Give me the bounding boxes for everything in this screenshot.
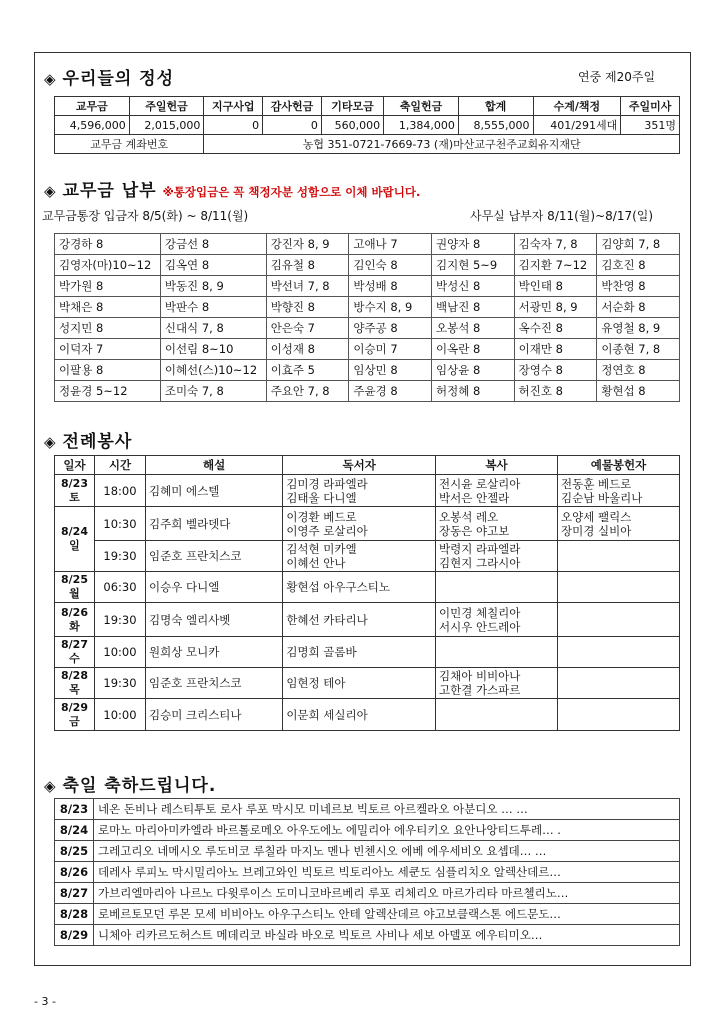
- schedule-readers-line: 이영주 로살리아: [286, 523, 368, 538]
- schedule-readers: [283, 572, 436, 603]
- schedule-commentator: 김승미 크리스티나: [146, 699, 283, 731]
- tithe-name-cell: 이선림 8~10: [160, 339, 266, 360]
- tithe-name-cell: 허정혜 8: [432, 381, 515, 402]
- offering-header-cell: 주일미사: [621, 97, 680, 116]
- tithe-name-cell: 이종현 7, 8: [597, 339, 680, 360]
- feast-row: [55, 883, 680, 904]
- schedule-servers-line: 서시우 안드레아: [438, 619, 521, 634]
- tithe-name-cell: 김양희 7, 8: [597, 234, 680, 255]
- schedule-header-row: [55, 456, 680, 475]
- schedule-commentator: 김주희 벨라뎃다: [146, 507, 283, 541]
- schedule-servers-line: 김현지 그라시아: [438, 556, 521, 570]
- schedule-header-cell: 복사: [435, 456, 557, 475]
- tithe-name-cell: 방수지 8, 9: [349, 297, 432, 318]
- tithe-name-cell: 주윤경 8: [349, 381, 432, 402]
- schedule-servers: [435, 603, 557, 637]
- schedule-readers: [283, 637, 436, 668]
- tithe-row: [55, 339, 680, 360]
- schedule-servers-line: 박령지 라파엘라: [438, 542, 521, 556]
- schedule-readers-line: 황현섭 아우구스티노: [286, 580, 390, 594]
- schedule-offerers-line: 오양세 팰릭스: [560, 509, 632, 524]
- schedule-readers-line: 이혜선 안나: [286, 556, 346, 570]
- tithe-name-cell: 김옥연 8: [160, 255, 266, 276]
- schedule-weekday: 화: [69, 619, 80, 633]
- tithe-name-cell: 김숙자 7, 8: [514, 234, 597, 255]
- schedule-commentator: 김명숙 엘리사벳: [146, 603, 283, 637]
- feast-date: 8/24: [55, 820, 94, 841]
- tithe-name-cell: 이효주 5: [266, 360, 349, 381]
- schedule-offerers: [557, 668, 679, 699]
- tithe-name-cell: 이성재 8: [266, 339, 349, 360]
- offering-header-cell: 지구사업: [204, 97, 263, 116]
- account-label: 교무금 계좌번호: [55, 135, 204, 154]
- offering-title: 우리들의 정성: [62, 69, 174, 89]
- schedule-row: [55, 637, 680, 668]
- schedule-time: 10:00: [95, 699, 146, 731]
- feast-row: [55, 841, 680, 862]
- schedule-servers: [435, 541, 557, 572]
- feast-names: 네온 돈비나 레스티투토 로사 루포 막시모 미네르보 빅토르 아르켈라오 아분디오 … …: [94, 799, 680, 820]
- liturgy-title: 전례봉사: [62, 432, 133, 452]
- liturgy-schedule-table: [54, 455, 680, 731]
- schedule-time: 10:00: [95, 637, 146, 668]
- schedule-servers-line: 이민경 체칠리아: [438, 605, 521, 620]
- schedule-commentator: 임준호 프란치스코: [146, 541, 283, 572]
- schedule-offerers: [557, 572, 679, 603]
- tithe-name-cell: 박가원 8: [55, 276, 161, 297]
- schedule-date: 8/24: [61, 525, 88, 538]
- tithe-name-cell: 박동진 8, 9: [160, 276, 266, 297]
- offering-header-cell: 축일헌금: [384, 97, 459, 116]
- tithe-name-cell: 임상민 8: [349, 360, 432, 381]
- tithe-name-cell: 황현섭 8: [597, 381, 680, 402]
- tithe-name-cell: 권양자 8: [432, 234, 515, 255]
- schedule-readers: [283, 668, 436, 699]
- tithe-name-cell: 강진자 8, 9: [266, 234, 349, 255]
- schedule-readers-line: 김태울 다니엘: [286, 490, 357, 505]
- schedule-servers-line: 오봉석 레오: [438, 509, 499, 524]
- tithe-name-cell: 조미숙 7, 8: [160, 381, 266, 402]
- schedule-readers-line: 이문희 세실리아: [286, 707, 368, 722]
- schedule-weekday: 수: [69, 652, 80, 665]
- tithe-name-cell: 이팔용 8: [55, 360, 161, 381]
- diamond-icon: ◈: [44, 433, 57, 451]
- feast-names: 데레사 루피노 막시밀리아노 브레고와인 빅토르 빅토리아노 세쿤도 심플리치오 알렉산데르…: [94, 862, 680, 883]
- schedule-time: 19:30: [95, 668, 146, 699]
- diamond-icon: ◈: [44, 182, 57, 200]
- schedule-date: 8/28: [61, 669, 88, 682]
- tithe-row: [55, 381, 680, 402]
- schedule-offerers: [557, 507, 679, 541]
- schedule-day-cell: [55, 637, 95, 668]
- tithe-name-cell: 강경하 8: [55, 234, 161, 255]
- offering-header-cell: 수계/책정: [533, 97, 621, 116]
- offering-header-cell: 주일헌금: [129, 97, 204, 116]
- offering-value-cell: 0: [263, 116, 322, 135]
- schedule-date: 8/27: [61, 638, 88, 651]
- schedule-row: [55, 668, 680, 699]
- tithe-name-cell: 고애나 7: [349, 234, 432, 255]
- diamond-icon: ◈: [44, 777, 57, 795]
- tithe-row: [55, 297, 680, 318]
- feast-row: [55, 925, 680, 946]
- tithe-name-cell: 안은숙 7: [266, 318, 349, 339]
- feast-row: [55, 820, 680, 841]
- tithe-name-cell: 박선녀 7, 8: [266, 276, 349, 297]
- offering-section-title: [44, 64, 174, 89]
- account-value: 농협 351-0721-7669-73 (재)마산교구천주교회유지재단: [204, 135, 680, 154]
- schedule-offerers: [557, 541, 679, 572]
- schedule-row: [55, 541, 680, 572]
- schedule-date: 8/29: [61, 700, 88, 714]
- tithe-name-cell: 이옥란 8: [432, 339, 515, 360]
- schedule-time: 06:30: [95, 572, 146, 603]
- tithe-name-cell: 옥수진 8: [514, 318, 597, 339]
- schedule-row: [55, 507, 680, 541]
- schedule-row: [55, 699, 680, 731]
- schedule-offerers: [557, 699, 679, 731]
- schedule-day-cell: [55, 603, 95, 637]
- feast-names: 로마노 마리아미카엘라 바르톨로메오 아우도에노 에밀리아 에우티키오 요안나앙티드투레… .: [94, 820, 680, 841]
- schedule-servers: [435, 668, 557, 699]
- tithe-name-cell: 박성배 8: [349, 276, 432, 297]
- schedule-offerers-line: 장미경 실비아: [560, 523, 632, 538]
- tithe-name-cell: 박채은 8: [55, 297, 161, 318]
- tithe-row: [55, 360, 680, 381]
- schedule-servers: [435, 637, 557, 668]
- tithe-notice: ※통장입금은 꼭 책정자분 성함으로 이체 바랍니다.: [162, 185, 421, 199]
- tithe-name-cell: 주요안 7, 8: [266, 381, 349, 402]
- schedule-row: [55, 475, 680, 507]
- schedule-readers: [283, 541, 436, 572]
- tithe-name-cell: 허진호 8: [514, 381, 597, 402]
- schedule-commentator: 원희상 모니카: [146, 637, 283, 668]
- feast-names: 니체아 리카르도허스트 메데리코 바실라 바오로 빅토르 사비나 세보 아델포 에우티미오…: [94, 925, 680, 946]
- schedule-header-cell: 일자: [55, 456, 95, 475]
- schedule-day-cell: [55, 699, 95, 731]
- schedule-commentator: 임준호 프란치스코: [146, 668, 283, 699]
- tithe-title: 교무금 납부: [62, 181, 157, 201]
- schedule-date: 8/23: [61, 476, 88, 490]
- tithe-name-cell: 박판수 8: [160, 297, 266, 318]
- tithe-name-cell: 박인태 8: [514, 276, 597, 297]
- schedule-weekday: 토: [69, 490, 80, 504]
- schedule-commentator: 이승우 다니엘: [146, 572, 283, 603]
- schedule-servers-line: 박서은 안젤라: [438, 490, 510, 505]
- feast-date: 8/25: [55, 841, 94, 862]
- tithe-name-cell: 양주공 8: [349, 318, 432, 339]
- tithe-name-cell: 장영수 8: [514, 360, 597, 381]
- schedule-row: [55, 603, 680, 637]
- schedule-readers: [283, 603, 436, 637]
- offering-table: [54, 96, 680, 154]
- feasts-table: [54, 798, 680, 946]
- schedule-readers-line: 임현정 테아: [286, 676, 346, 690]
- schedule-readers: [283, 507, 436, 541]
- schedule-commentator: 김혜미 에스텔: [146, 475, 283, 507]
- tithe-name-cell: 박성신 8: [432, 276, 515, 297]
- liturgical-week: 연중 제20주일: [578, 70, 656, 84]
- tithe-name-cell: 백남진 8: [432, 297, 515, 318]
- schedule-offerers: [557, 475, 679, 507]
- feast-names: 로베르토모던 루몬 모세 비비아노 아우구스티노 안테 알렉산데르 야고보클랙스톤 에드문도…: [94, 904, 680, 925]
- page-number: - 3 -: [34, 995, 56, 1008]
- offering-value-cell: 4,596,000: [55, 116, 130, 135]
- schedule-offerers-line: 김순남 바울리나: [560, 490, 643, 505]
- tithe-name-cell: 김지환 7~12: [514, 255, 597, 276]
- schedule-time: 18:00: [95, 475, 146, 507]
- offering-value-cell: 560,000: [321, 116, 383, 135]
- tithe-row: [55, 255, 680, 276]
- tithe-name-cell: 이덕자 7: [55, 339, 161, 360]
- tithe-name-cell: 임상윤 8: [432, 360, 515, 381]
- schedule-servers: [435, 572, 557, 603]
- tithe-name-cell: 김지현 5~9: [432, 255, 515, 276]
- schedule-header-cell: 독서자: [283, 456, 436, 475]
- schedule-readers-line: 이경환 베드로: [286, 509, 357, 524]
- tithe-section-title: [44, 176, 420, 201]
- schedule-date: 8/25: [61, 573, 88, 586]
- schedule-day-cell: [55, 572, 95, 603]
- schedule-servers-line: 장동은 야고보: [438, 523, 510, 538]
- offering-header-cell: 합계: [458, 97, 533, 116]
- schedule-day-cell: [55, 475, 95, 507]
- tithe-name-cell: 이승미 7: [349, 339, 432, 360]
- feasts-title: 축일 축하드립니다.: [62, 776, 217, 796]
- feast-names: 그레고리오 네메시오 루도비코 루칠라 마지노 멘나 빈첸시오 에베 에우세비오 요셉데… …: [94, 841, 680, 862]
- schedule-time: 19:30: [95, 603, 146, 637]
- schedule-readers-line: 김명희 골롬바: [286, 645, 357, 659]
- schedule-header-cell: 시간: [95, 456, 146, 475]
- schedule-servers: [435, 699, 557, 731]
- feast-row: [55, 799, 680, 820]
- schedule-offerers-line: 전동훈 베드로: [560, 476, 632, 491]
- tithe-name-cell: 김유철 8: [266, 255, 349, 276]
- feast-date: 8/29: [55, 925, 94, 946]
- tithe-name-cell: 김인숙 8: [349, 255, 432, 276]
- schedule-weekday: 금: [69, 714, 80, 728]
- schedule-servers-line: 전시윤 로살리아: [438, 476, 521, 491]
- tithe-name-cell: 강금선 8: [160, 234, 266, 255]
- tithe-name-cell: 정연호 8: [597, 360, 680, 381]
- tithe-name-cell: 박향진 8: [266, 297, 349, 318]
- schedule-servers: [435, 475, 557, 507]
- diamond-icon: ◈: [44, 70, 57, 88]
- offering-value-cell: 1,384,000: [384, 116, 459, 135]
- tithe-name-cell: 서광민 8, 9: [514, 297, 597, 318]
- feast-date: 8/23: [55, 799, 94, 820]
- schedule-readers: [283, 699, 436, 731]
- offering-value-cell: 0: [204, 116, 263, 135]
- tithe-row: [55, 276, 680, 297]
- offering-value-cell: 401/291세대: [533, 116, 621, 135]
- tithe-row: [55, 318, 680, 339]
- offering-value-cell: 8,555,000: [458, 116, 533, 135]
- offering-header-cell: 감사헌금: [263, 97, 322, 116]
- tithe-names-table: [54, 233, 680, 402]
- tithe-name-cell: 성지민 8: [55, 318, 161, 339]
- tithe-row: [55, 234, 680, 255]
- schedule-servers-line: 고한결 가스파르: [438, 683, 521, 697]
- tithe-name-cell: 이혜선(스)10~12: [160, 360, 266, 381]
- tithe-name-cell: 이재만 8: [514, 339, 597, 360]
- tithe-name-cell: 서순화 8: [597, 297, 680, 318]
- feasts-section-title: [44, 771, 216, 796]
- offering-value-cell: 351명: [621, 116, 680, 135]
- schedule-header-cell: 해설: [146, 456, 283, 475]
- schedule-header-cell: 예물봉헌자: [557, 456, 679, 475]
- tithe-name-cell: 박찬영 8: [597, 276, 680, 297]
- feast-row: [55, 904, 680, 925]
- schedule-time: 19:30: [95, 541, 146, 572]
- offering-header-cell: 기타모금: [321, 97, 383, 116]
- tithe-account-period: 교무금통장 입금자 8/5(화) ~ 8/11(월): [42, 209, 249, 223]
- schedule-date: 8/26: [61, 605, 88, 619]
- schedule-offerers: [557, 603, 679, 637]
- schedule-readers-line: 김석현 미카엘: [286, 542, 357, 556]
- schedule-day-cell: [55, 507, 95, 572]
- schedule-weekday: 일: [69, 539, 80, 552]
- feast-date: 8/28: [55, 904, 94, 925]
- schedule-weekday: 목: [69, 683, 80, 696]
- schedule-readers-line: 한혜선 카타리나: [286, 612, 368, 627]
- tithe-name-cell: 김영자(마)10~12: [55, 255, 161, 276]
- tithe-name-cell: 신대식 7, 8: [160, 318, 266, 339]
- tithe-name-cell: 김호진 8: [597, 255, 680, 276]
- feast-names: 가브리엘마리아 나르노 다윗루이스 도미니코바르베리 루포 리체리오 마르가리타 마르첼리노…: [94, 883, 680, 904]
- feast-date: 8/26: [55, 862, 94, 883]
- schedule-readers-line: 김미경 라파엘라: [286, 476, 368, 491]
- offering-value-cell: 2,015,000: [129, 116, 204, 135]
- liturgy-section-title: [44, 427, 132, 452]
- feast-date: 8/27: [55, 883, 94, 904]
- schedule-readers: [283, 475, 436, 507]
- schedule-servers: [435, 507, 557, 541]
- tithe-name-cell: 유영철 8, 9: [597, 318, 680, 339]
- feast-row: [55, 862, 680, 883]
- schedule-weekday: 월: [69, 587, 80, 600]
- tithe-name-cell: 정윤경 5~12: [55, 381, 161, 402]
- schedule-offerers: [557, 637, 679, 668]
- tithe-name-cell: 오봉석 8: [432, 318, 515, 339]
- schedule-row: [55, 572, 680, 603]
- schedule-day-cell: [55, 668, 95, 699]
- tithe-office-period: 사무실 납부자 8/11(월)~8/17(일): [470, 209, 654, 223]
- schedule-servers-line: 김채아 비비아나: [438, 669, 521, 683]
- schedule-time: 10:30: [95, 507, 146, 541]
- offering-header-cell: 교무금: [55, 97, 130, 116]
